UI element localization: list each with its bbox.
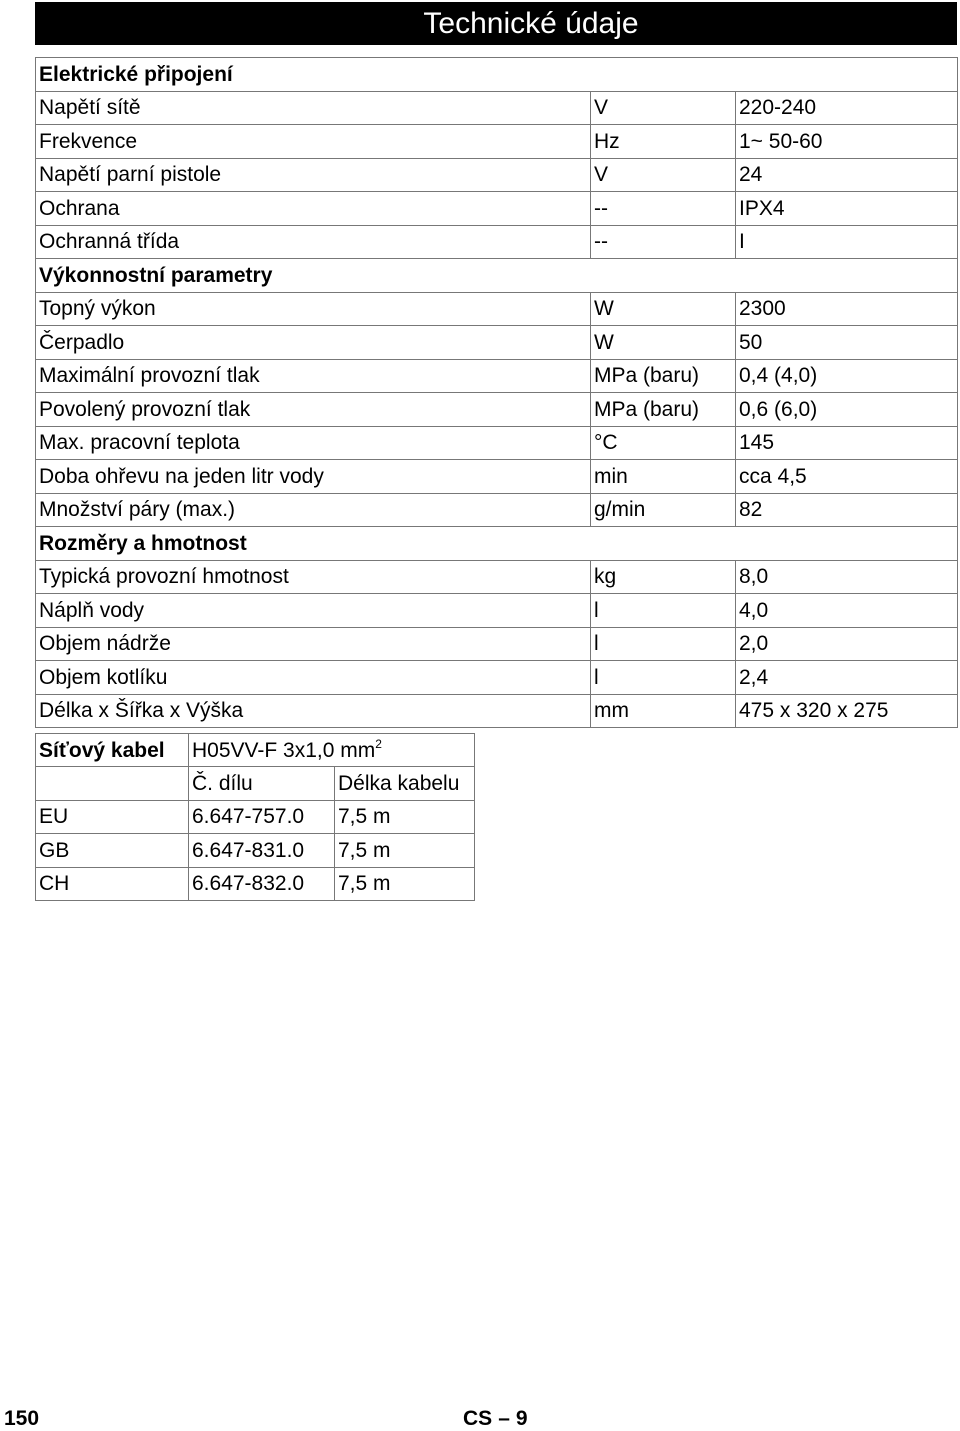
table-row bbox=[36, 91, 958, 125]
spec-unit: -- bbox=[591, 192, 736, 226]
spec-label: Čerpadlo bbox=[36, 326, 591, 360]
table-row bbox=[36, 594, 958, 628]
spec-value: 220-240 bbox=[736, 91, 958, 125]
spec-unit: mm bbox=[591, 694, 736, 728]
spec-value: 0,6 (6,0) bbox=[736, 393, 958, 427]
spec-unit: min bbox=[591, 460, 736, 494]
table-row bbox=[36, 493, 958, 527]
spec-unit: V bbox=[591, 91, 736, 125]
table-row bbox=[36, 627, 958, 661]
table-row bbox=[36, 125, 958, 159]
spec-value: 0,4 (4,0) bbox=[736, 359, 958, 393]
spec-unit: l bbox=[591, 661, 736, 695]
spec-label: Topný výkon bbox=[36, 292, 591, 326]
spec-value: 24 bbox=[736, 158, 958, 192]
cable-region: EU bbox=[36, 800, 189, 833]
spec-label: Délka x Šířka x Výška bbox=[36, 694, 591, 728]
spec-unit: Hz bbox=[591, 125, 736, 159]
spec-value: IPX4 bbox=[736, 192, 958, 226]
page-number: 150 bbox=[4, 1407, 40, 1430]
spec-unit: °C bbox=[591, 426, 736, 460]
spec-unit: MPa (baru) bbox=[591, 393, 736, 427]
spec-label: Doba ohřevu na jeden litr vody bbox=[36, 460, 591, 494]
spec-value: 8,0 bbox=[736, 560, 958, 594]
spec-label: Max. pracovní teplota bbox=[36, 426, 591, 460]
spec-value: 82 bbox=[736, 493, 958, 527]
cable-length: 7,5 m bbox=[335, 867, 475, 900]
table-row bbox=[36, 393, 958, 427]
spec-label: Povolený provozní tlak bbox=[36, 393, 591, 427]
table-row bbox=[36, 834, 475, 867]
spec-unit: g/min bbox=[591, 493, 736, 527]
table-row bbox=[36, 460, 958, 494]
cable-col-part: Č. dílu bbox=[189, 767, 335, 800]
page-title: Technické údaje bbox=[423, 7, 639, 40]
spec-label: Ochrana bbox=[36, 192, 591, 226]
language-code: CS bbox=[463, 1407, 493, 1430]
cable-length: 7,5 m bbox=[335, 800, 475, 833]
spec-unit: -- bbox=[591, 225, 736, 259]
table-row bbox=[36, 661, 958, 695]
spec-value: 50 bbox=[736, 326, 958, 360]
cable-part: 6.647-831.0 bbox=[189, 834, 335, 867]
cable-type-cell bbox=[189, 734, 475, 767]
spec-value: 2,4 bbox=[736, 661, 958, 695]
cable-region: GB bbox=[36, 834, 189, 867]
spec-unit: MPa (baru) bbox=[591, 359, 736, 393]
spec-label: Náplň vody bbox=[36, 594, 591, 628]
section-page-label bbox=[463, 1407, 528, 1431]
cable-header-row bbox=[36, 734, 475, 767]
section-row bbox=[36, 58, 958, 92]
cable-table bbox=[35, 733, 475, 901]
section-row bbox=[36, 259, 958, 293]
section-heading: Výkonnostní parametry bbox=[36, 259, 958, 293]
table-row bbox=[36, 867, 475, 900]
cable-type: H05VV-F 3x1,0 mm bbox=[192, 738, 376, 762]
spec-value: 145 bbox=[736, 426, 958, 460]
cable-heading: Síťový kabel bbox=[36, 734, 189, 767]
cable-length: 7,5 m bbox=[335, 834, 475, 867]
spec-unit: W bbox=[591, 326, 736, 360]
table-row bbox=[36, 359, 958, 393]
spec-label: Napětí sítě bbox=[36, 91, 591, 125]
table-row bbox=[36, 694, 958, 728]
spec-unit: l bbox=[591, 627, 736, 661]
cable-type-sup: 2 bbox=[375, 736, 382, 751]
table-row bbox=[36, 326, 958, 360]
spec-label: Typická provozní hmotnost bbox=[36, 560, 591, 594]
spec-value: 4,0 bbox=[736, 594, 958, 628]
spec-value: 1~ 50-60 bbox=[736, 125, 958, 159]
section-heading: Elektrické připojení bbox=[36, 58, 958, 92]
table-row bbox=[36, 800, 475, 833]
cable-region: CH bbox=[36, 867, 189, 900]
table-row bbox=[36, 426, 958, 460]
spec-unit: W bbox=[591, 292, 736, 326]
table-row bbox=[36, 292, 958, 326]
spec-unit: V bbox=[591, 158, 736, 192]
cable-columns-row bbox=[36, 767, 475, 800]
spec-value: cca 4,5 bbox=[736, 460, 958, 494]
cable-part: 6.647-832.0 bbox=[189, 867, 335, 900]
spec-label: Množství páry (max.) bbox=[36, 493, 591, 527]
spec-label: Maximální provozní tlak bbox=[36, 359, 591, 393]
spec-value: 475 x 320 x 275 bbox=[736, 694, 958, 728]
spec-unit: kg bbox=[591, 560, 736, 594]
cable-part: 6.647-757.0 bbox=[189, 800, 335, 833]
section-heading: Rozměry a hmotnost bbox=[36, 527, 958, 561]
section-page-number: 9 bbox=[515, 1407, 528, 1430]
cable-empty-cell bbox=[36, 767, 189, 800]
spec-table bbox=[35, 57, 958, 728]
spec-label: Frekvence bbox=[36, 125, 591, 159]
spec-label: Ochranná třída bbox=[36, 225, 591, 259]
section-row bbox=[36, 527, 958, 561]
spec-value: 2300 bbox=[736, 292, 958, 326]
spec-value: I bbox=[736, 225, 958, 259]
table-row bbox=[36, 560, 958, 594]
spec-label: Objem kotlíku bbox=[36, 661, 591, 695]
table-row bbox=[36, 225, 958, 259]
spec-value: 2,0 bbox=[736, 627, 958, 661]
table-row bbox=[36, 158, 958, 192]
cable-col-length: Délka kabelu bbox=[335, 767, 475, 800]
spec-label: Objem nádrže bbox=[36, 627, 591, 661]
spec-unit: l bbox=[591, 594, 736, 628]
table-row bbox=[36, 192, 958, 226]
page-title-bar bbox=[35, 2, 957, 45]
spec-label: Napětí parní pistole bbox=[36, 158, 591, 192]
footer-dash: – bbox=[498, 1407, 510, 1430]
